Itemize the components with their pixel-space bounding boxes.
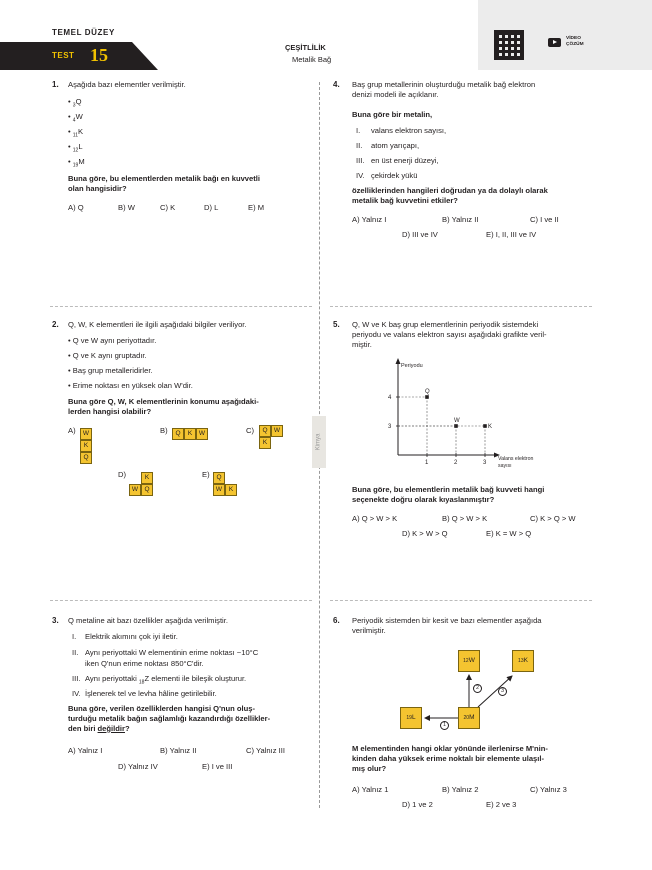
- option-c[interactable]: C) Yalnız 3: [530, 785, 567, 794]
- video-solution-label[interactable]: VİDEO ÇÖZÜM: [566, 36, 584, 47]
- option-a[interactable]: A) Q > W > K: [352, 514, 398, 523]
- list-item: • $_4$W: [68, 112, 83, 124]
- arrow-label-icon: 3: [498, 687, 507, 696]
- option-a[interactable]: A) Yalnız 1: [352, 785, 389, 794]
- grid-cell: Q: [141, 484, 153, 496]
- row-divider: [330, 600, 592, 601]
- row-divider: [330, 306, 592, 307]
- grid-cell: K: [184, 428, 196, 440]
- list-item: II. atom yarıçapı,: [356, 141, 420, 150]
- grid-cell: K: [141, 472, 153, 484]
- question-intro: Q metaline ait bazı özellikler aşağıda verilmiştir.: [68, 616, 228, 625]
- option-e[interactable]: E) M: [248, 203, 265, 212]
- question-number: 5.: [333, 320, 340, 329]
- list-item: • Q ve K aynı gruptadır.: [68, 351, 147, 360]
- row-divider: [50, 600, 312, 601]
- question-number: 1.: [52, 80, 59, 89]
- qr-code-icon[interactable]: [494, 30, 524, 60]
- question-intro: Q, W ve K baş grup elementlerinin periyodik sistemdeki periyodu ve valans elektron sayısı aşağıdaki grafikte veril- miştir.: [352, 320, 547, 349]
- topic-title: ÇEŞİTLİLİK: [285, 43, 326, 52]
- arrows-diagram: [400, 650, 540, 735]
- list-item: • Baş grup metalleridirler.: [68, 366, 153, 375]
- x-tick-label: 2: [454, 460, 458, 466]
- option-a[interactable]: A) Yalnız I: [68, 746, 103, 755]
- list-item: IV. İşlenerek tel ve levha hâline getirilebilir.: [72, 689, 217, 698]
- y-axis-arrow: [396, 358, 401, 364]
- element-box-w: 12 W: [458, 650, 480, 672]
- option-a[interactable]: A) Yalnız I: [352, 215, 387, 224]
- question-stem: Buna göre Q, W, K elementlerinin konumu aşağıdaki- lerden hangisi olabilir?: [68, 397, 259, 416]
- list-item: • Q ve W aynı periyottadır.: [68, 336, 157, 345]
- element-box-m: 20 M: [458, 707, 480, 729]
- question-intro: Baş grup metallerinin oluşturduğu metalik bağ elektron denizi modeli ile açıklanır.: [352, 80, 536, 99]
- x-tick-label: 1: [425, 460, 429, 466]
- question-stem: özelliklerinden hangileri doğrudan ya da dolaylı olarak metalik bağ kuvvetini etkiler?: [352, 186, 548, 205]
- question-number: 4.: [333, 80, 340, 89]
- grid-cell: W: [196, 428, 208, 440]
- row-divider: [50, 306, 312, 307]
- option-e[interactable]: E) I ve III: [202, 762, 233, 771]
- sidebar-tab: Kimya: [312, 416, 326, 468]
- list-item: III. en üst enerji düzeyi,: [356, 156, 439, 165]
- play-icon[interactable]: [548, 38, 561, 47]
- data-point: [425, 395, 429, 399]
- y-tick-label: 4: [388, 395, 392, 401]
- grid-cell: K: [80, 440, 92, 452]
- option-b[interactable]: B) Yalnız 2: [442, 785, 479, 794]
- arrow-label-icon: 1: [440, 721, 449, 730]
- list-item: iken Q'nun erime noktası 850°C'dir.: [85, 659, 204, 668]
- list-item: • $_{11}$K: [68, 127, 84, 139]
- point-label: K: [488, 424, 493, 430]
- data-point: [483, 424, 487, 428]
- grid-cell: Q: [213, 472, 225, 484]
- question-number: 3.: [52, 616, 59, 625]
- option-d[interactable]: D) Yalnız IV: [118, 762, 158, 771]
- grid-cell: K: [225, 484, 237, 496]
- option-a[interactable]: A): [68, 426, 76, 435]
- x-tick-label: 3: [483, 460, 487, 466]
- x-axis-label: sayısı: [498, 463, 512, 469]
- point-label: Q: [425, 389, 430, 395]
- option-b[interactable]: B) W: [118, 203, 135, 212]
- list-item: • $_3$Q: [68, 97, 82, 109]
- option-c[interactable]: C) K: [160, 203, 176, 212]
- option-c[interactable]: C) K > Q > W: [530, 514, 576, 523]
- grid-cell: Q: [172, 428, 184, 440]
- option-d[interactable]: D) 1 ve 2: [402, 800, 433, 809]
- grid-cell: W: [129, 484, 141, 496]
- option-e[interactable]: E): [202, 470, 210, 479]
- question-intro: Aşağıda bazı elementler verilmiştir.: [68, 80, 186, 89]
- element-list: [68, 97, 85, 172]
- option-b[interactable]: B) Q > W > K: [442, 514, 488, 523]
- question-number: 2.: [52, 320, 59, 329]
- option-d[interactable]: D) L: [204, 203, 219, 212]
- list-item: II. Aynı periyottaki W elementinin erime noktası −10°C: [72, 648, 259, 657]
- y-tick-label: 3: [388, 424, 392, 430]
- option-b[interactable]: B) Yalnız II: [160, 746, 197, 755]
- test-band: [0, 42, 158, 70]
- subtopic-title: Metalik Bağ: [292, 55, 332, 64]
- list-item: III. Aynı periyottaki $_{18}$Z elementi ile bileşik oluşturur.: [72, 674, 247, 686]
- list-item: • $_{12}$L: [68, 142, 83, 154]
- test-number: 15: [90, 45, 108, 65]
- level-label: TEMEL DÜZEY: [52, 28, 115, 37]
- option-e[interactable]: E) K = W > Q: [486, 529, 532, 538]
- x-axis-label: Valans elektron: [498, 456, 534, 462]
- y-axis-label: Periyodu: [401, 363, 423, 369]
- question-stem: Buna göre, bu elementlerden metalik bağı en kuvvetli olan hangisidir?: [68, 174, 261, 193]
- list-item: I. valans elektron sayısı,: [356, 126, 447, 135]
- option-c[interactable]: C) I ve II: [530, 215, 559, 224]
- grid-cell: Q: [259, 425, 271, 437]
- question-number: 6.: [333, 616, 340, 625]
- option-e[interactable]: E) I, II, III ve IV: [486, 230, 537, 239]
- option-e[interactable]: E) 2 ve 3: [486, 800, 517, 809]
- question-stem: M elementinden hangi oklar yönünde ilerlenirse M'nin- kinden daha yüksek erime noktalı bir elemente ulaşıl- mış olur?: [352, 744, 548, 773]
- grid-cell: Q: [80, 452, 92, 464]
- arrow-label-icon: 2: [473, 684, 482, 693]
- list-item: • Erime noktası en yüksek olan W'dir.: [68, 381, 193, 390]
- option-c[interactable]: C): [246, 426, 255, 435]
- option-d[interactable]: D) K > W > Q: [402, 529, 448, 538]
- grid-cell: W: [271, 425, 283, 437]
- info-list: [68, 336, 193, 396]
- question-stem: Buna göre, verilen özelliklerden hangisi Q'nun oluş- turduğu metalik bağın sağlamlığı kazandırdığı özellikler- den biri değildir?: [68, 704, 271, 733]
- element-box-k: 13 K: [512, 650, 534, 672]
- question-lead: Buna göre bir metalin,: [352, 110, 433, 119]
- option-d[interactable]: D): [118, 470, 127, 479]
- option-b[interactable]: B) Yalnız II: [442, 215, 479, 224]
- test-label: TEST: [52, 51, 75, 60]
- list-item: • $_{19}$M: [68, 157, 85, 169]
- option-d[interactable]: D) III ve IV: [402, 230, 438, 239]
- question-intro: Q, W, K elementleri ile ilgili aşağıdaki bilgiler veriliyor.: [68, 320, 247, 329]
- option-c[interactable]: C) Yalnız III: [246, 746, 285, 755]
- scatter-chart: [360, 355, 560, 475]
- list-item: IV. çekirdek yükü: [356, 171, 418, 180]
- point-label: W: [454, 418, 460, 424]
- list-item: I. Elektrik akımını çok iyi iletir.: [72, 632, 178, 641]
- option-b[interactable]: B): [160, 426, 168, 435]
- grid-cell: W: [213, 484, 225, 496]
- question-stem: Buna göre, bu elementlerin metalik bağ kuvveti hangi seçenekte doğru olarak kıyaslanmıştır?: [352, 485, 545, 504]
- grid-cell: K: [259, 437, 271, 449]
- element-box-l: 19 L: [400, 707, 422, 729]
- grid-cell: W: [80, 428, 92, 440]
- question-intro: Periyodik sistemden bir kesit ve bazı elementler aşağıda verilmiştir.: [352, 616, 542, 635]
- option-a[interactable]: A) Q: [68, 203, 84, 212]
